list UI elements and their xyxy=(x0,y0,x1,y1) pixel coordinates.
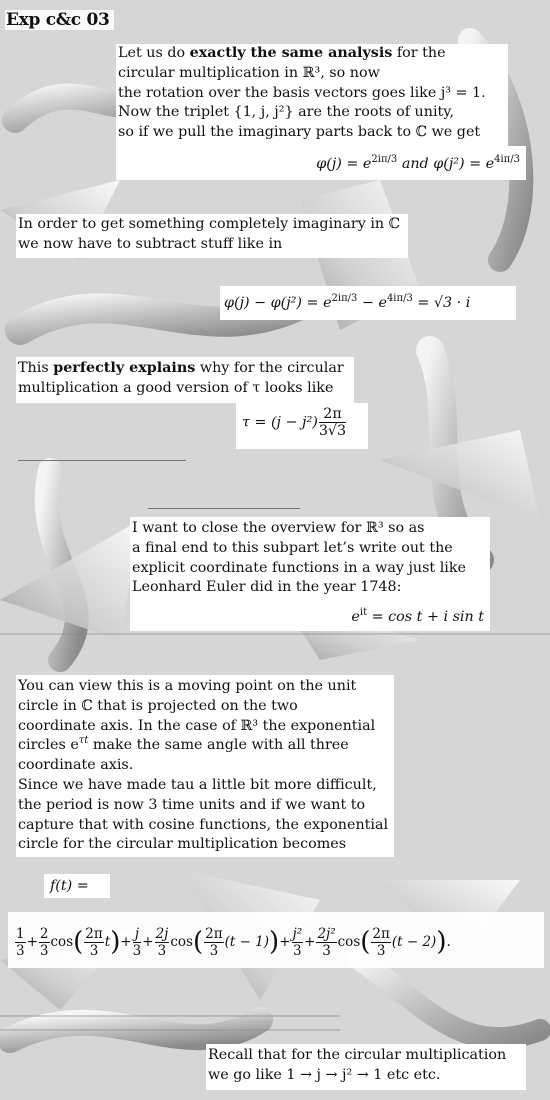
text-line: Leonhard Euler did in the year 1748: xyxy=(132,579,402,596)
text-line: a final end to this subpart let’s write out the xyxy=(132,539,453,556)
text-line: Let us do exactly the same analysis for the xyxy=(118,45,446,61)
text-line: we now have to subtract stuff like in xyxy=(18,235,283,252)
text-line: circle for the circular multiplication becomes xyxy=(18,836,347,853)
text-block-moving-point xyxy=(16,675,394,857)
text-line: the rotation over the basis vectors goes like j³ = 1. xyxy=(118,84,486,101)
text-block-euler xyxy=(130,517,490,603)
text-line: the period is now 3 time units and if we want to xyxy=(18,796,366,813)
text-line: In order to get something completely imaginary in ℂ xyxy=(18,216,401,232)
text-line: coordinate axis. xyxy=(18,757,134,774)
separator-rule xyxy=(18,460,186,461)
text-line: explicit coordinate functions in a way just like xyxy=(132,559,466,576)
equation-coordinate-functions: $\frac{1}{3}$ + $\frac{2}{3}$ cos ( $\frac{2\pi}{3}$ t ) + $\frac{j}{3}$ + $\frac{2j}{3}$ cos ( $\frac{2\pi}{3}$ (t − 1) ) + $\frac{\text{j²}}{3}$ + $\frac{\text{2j²}}{3}$ cos ( $\frac{2\pi}{3}$ (t − 2) ) . xyxy=(8,912,544,968)
text-line: capture that with cosine functions, the exponential xyxy=(18,816,389,833)
page-title: Exp c&c 03 xyxy=(5,10,114,30)
text-line: You can view this is a moving point on the unit xyxy=(18,678,357,694)
separator-rule xyxy=(148,508,300,509)
text-line: circle in ℂ that is projected on the two xyxy=(18,697,298,714)
equation-phi-values: $\varphi(j) = e^{2i\pi/3}$ and $\varphi(j^2) = e^{4i\pi/3}$ xyxy=(116,146,526,180)
equation-phi-difference: $\varphi(j) - \varphi(j^2) = e^{2i\pi/3} - e^{4i\pi/3} = √3 \cdot i$ xyxy=(220,286,516,320)
text-line: Now the triplet {1, j, j²} are the roots of unity, xyxy=(118,104,454,121)
text-line: circular multiplication in ℝ³, so now xyxy=(118,64,380,81)
text-line: I want to close the overview for ℝ³ so as xyxy=(132,520,425,536)
text-line: circles $e^{\tau t}$ make the same angle with all three xyxy=(18,735,349,754)
text-block-subtract xyxy=(16,214,408,258)
text-line: Since we have made tau a little bit more difficult, xyxy=(18,776,377,793)
ft-label: f(t) = xyxy=(44,874,110,898)
text-block-recall xyxy=(206,1044,526,1090)
text-line: so if we pull the imaginary parts back to ℂ we get xyxy=(118,124,481,141)
equation-tau: τ = (j − j²) $\frac{2\pi}{3√3}$ xyxy=(236,403,368,449)
text-block-circular-multiplication xyxy=(116,44,508,146)
text-line: we go like 1 → j → j² → 1 etc etc. xyxy=(208,1066,441,1083)
text-line: This perfectly explains why for the circular xyxy=(18,360,344,376)
text-line: coordinate axis. In the case of ℝ³ the exponential xyxy=(18,717,376,734)
text-block-perfectly-explains xyxy=(16,357,354,403)
text-line: Recall that for the circular multiplication xyxy=(208,1047,507,1063)
equation-euler: $e^{it} = \cos t + i$ sin t xyxy=(130,603,490,631)
text-line: multiplication a good version of τ looks like xyxy=(18,379,334,396)
